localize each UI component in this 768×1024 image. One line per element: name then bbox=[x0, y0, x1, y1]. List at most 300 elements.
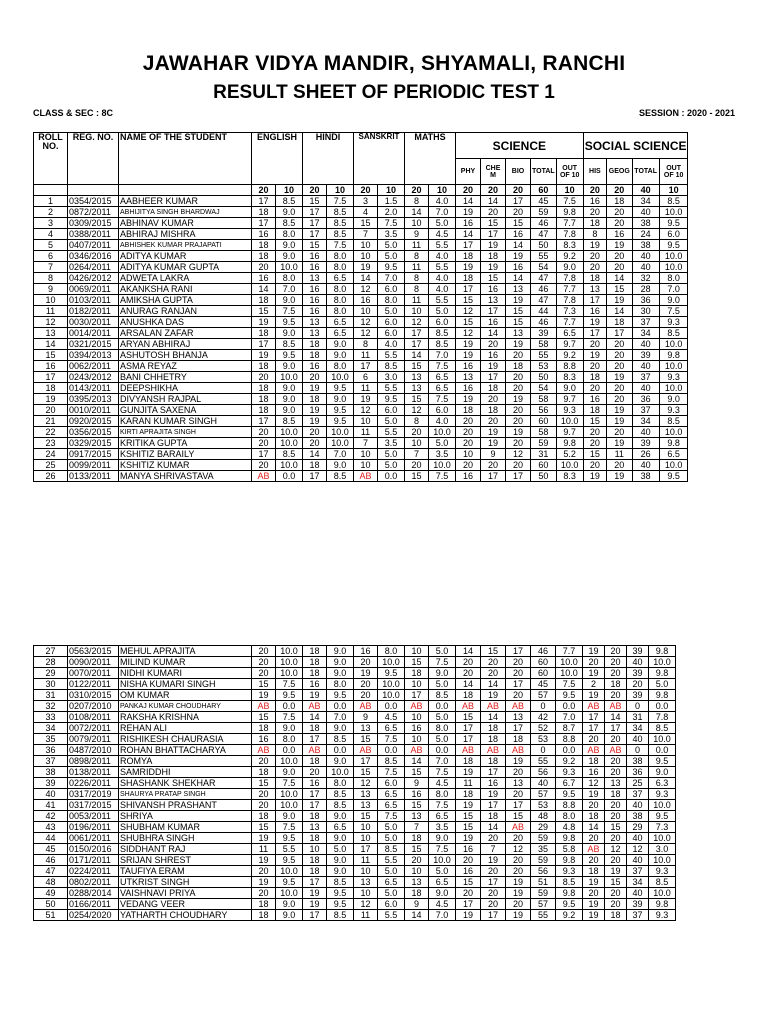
mark-cell: 8.5 bbox=[659, 328, 688, 339]
mark-cell: 4.0 bbox=[378, 339, 405, 350]
mark-cell: 56 bbox=[531, 767, 556, 778]
table-row bbox=[34, 723, 676, 734]
mark-cell: 9.2 bbox=[556, 350, 583, 361]
mark-cell: 7.8 bbox=[556, 229, 583, 240]
mark-cell: 19 bbox=[481, 361, 506, 372]
mark-cell: 19 bbox=[456, 833, 481, 844]
mark-cell: 8.0 bbox=[327, 251, 354, 262]
mark-cell: 9.0 bbox=[327, 460, 354, 471]
mark-cell: 9.2 bbox=[556, 756, 583, 767]
mark-cell: 6.5 bbox=[556, 328, 583, 339]
mark-cell: 5.5 bbox=[429, 240, 456, 251]
student-name-cell: ASMA REYAZ bbox=[119, 361, 252, 372]
mark-cell: 20 bbox=[252, 646, 276, 657]
mark-cell: 16 bbox=[456, 866, 481, 877]
mark-cell: 18 bbox=[252, 811, 276, 822]
roll-cell: 12 bbox=[34, 317, 68, 328]
mark-cell: 11 bbox=[354, 383, 378, 394]
mark-cell: 7.0 bbox=[429, 350, 456, 361]
table-row bbox=[34, 844, 676, 855]
mark-cell: 17 bbox=[303, 207, 327, 218]
roll-cell: 14 bbox=[34, 339, 68, 350]
mark-cell: 9.0 bbox=[276, 899, 303, 910]
mark-cell: 0.0 bbox=[378, 471, 405, 482]
mark-cell: 7.5 bbox=[429, 767, 456, 778]
header-chem: CHE M bbox=[481, 159, 506, 185]
mark-cell: 20 bbox=[252, 789, 276, 800]
mark-cell: 16 bbox=[405, 789, 429, 800]
mark-cell: 9.5 bbox=[378, 262, 405, 273]
roll-cell: 17 bbox=[34, 372, 68, 383]
mark-cell: 24 bbox=[632, 229, 659, 240]
mark-cell: 6.5 bbox=[429, 372, 456, 383]
mark-cell: 18 bbox=[456, 405, 481, 416]
mark-cell: 9 bbox=[405, 899, 429, 910]
mark-cell: 17 bbox=[456, 284, 481, 295]
table-row bbox=[34, 229, 688, 240]
mark-cell: 10 bbox=[405, 218, 429, 229]
student-name-cell: ANURAG RANJAN bbox=[119, 306, 252, 317]
mark-cell: 31 bbox=[531, 449, 557, 460]
mark-cell: 18 bbox=[583, 372, 606, 383]
mark-cell: 18 bbox=[481, 405, 506, 416]
mark-cell: 20 bbox=[605, 899, 627, 910]
mark-cell: AB bbox=[583, 745, 605, 756]
mark-cell: AB bbox=[481, 745, 506, 756]
mark-cell: 60 bbox=[531, 657, 556, 668]
student-name-cell: SRIJAN SHREST bbox=[119, 855, 252, 866]
mark-cell: 45 bbox=[531, 679, 556, 690]
mark-cell: 19 bbox=[456, 394, 481, 405]
mark-cell: 19 bbox=[456, 339, 481, 350]
header-ss-total: TOTAL bbox=[632, 159, 659, 185]
reg-cell: 0099/2011 bbox=[68, 460, 119, 471]
mark-cell: 9.5 bbox=[276, 350, 303, 361]
mark-cell: 18 bbox=[252, 767, 276, 778]
roll-cell: 46 bbox=[34, 855, 68, 866]
mark-cell: 20 bbox=[354, 657, 378, 668]
mark-cell: 46 bbox=[531, 284, 557, 295]
mark-cell: 8.5 bbox=[327, 229, 354, 240]
mark-cell: 50 bbox=[531, 240, 557, 251]
mark-cell: 14 bbox=[405, 756, 429, 767]
mark-cell: 18 bbox=[583, 273, 606, 284]
max-mark-cell: 10 bbox=[378, 185, 405, 196]
mark-cell: 8 bbox=[405, 284, 429, 295]
mark-cell: 19 bbox=[303, 416, 327, 427]
mark-cell: 9.0 bbox=[276, 405, 303, 416]
mark-cell: 17 bbox=[456, 734, 481, 745]
mark-cell: 18 bbox=[481, 811, 506, 822]
mark-cell: 10.0 bbox=[429, 855, 456, 866]
mark-cell: 20 bbox=[605, 668, 627, 679]
mark-cell: 20 bbox=[583, 734, 605, 745]
mark-cell: 9.0 bbox=[327, 646, 354, 657]
mark-cell: 20 bbox=[506, 833, 531, 844]
student-name-cell: KRITIKA GUPTA bbox=[119, 438, 252, 449]
mark-cell: 14 bbox=[456, 646, 481, 657]
mark-cell: 18 bbox=[605, 910, 627, 921]
table-row bbox=[34, 899, 676, 910]
mark-cell: 19 bbox=[252, 317, 276, 328]
mark-cell: 14 bbox=[303, 449, 327, 460]
mark-cell: 20 bbox=[605, 855, 627, 866]
mark-cell: 37 bbox=[627, 866, 649, 877]
mark-cell: 9.8 bbox=[556, 855, 583, 866]
mark-cell: 14 bbox=[481, 679, 506, 690]
mark-cell: 34 bbox=[632, 196, 659, 207]
mark-cell: 5.0 bbox=[429, 218, 456, 229]
mark-cell: 60 bbox=[531, 460, 557, 471]
mark-cell: 9.0 bbox=[276, 240, 303, 251]
mark-cell: 31 bbox=[627, 712, 649, 723]
mark-cell: 9.5 bbox=[276, 855, 303, 866]
student-name-cell: ABHINAV KUMAR bbox=[119, 218, 252, 229]
max-marks-row bbox=[34, 185, 688, 196]
reg-cell: 0407/2011 bbox=[68, 240, 119, 251]
mark-cell: 13 bbox=[405, 877, 429, 888]
mark-cell: 17 bbox=[252, 416, 276, 427]
mark-cell: 15 bbox=[605, 877, 627, 888]
mark-cell: 9.0 bbox=[327, 756, 354, 767]
mark-cell: 19 bbox=[583, 471, 606, 482]
table-row bbox=[34, 449, 688, 460]
mark-cell: 9.0 bbox=[659, 295, 688, 306]
roll-cell: 15 bbox=[34, 350, 68, 361]
mark-cell: 20 bbox=[405, 460, 429, 471]
mark-cell: 20 bbox=[252, 438, 276, 449]
mark-cell: 18 bbox=[583, 756, 605, 767]
mark-cell: 10 bbox=[303, 844, 327, 855]
roll-cell: 33 bbox=[34, 712, 68, 723]
mark-cell: 10 bbox=[354, 251, 378, 262]
mark-cell: 9.5 bbox=[276, 317, 303, 328]
mark-cell: AB bbox=[456, 745, 481, 756]
mark-cell: 20 bbox=[583, 361, 606, 372]
mark-cell: 9.0 bbox=[327, 394, 354, 405]
roll-cell: 31 bbox=[34, 690, 68, 701]
student-name-cell: ADITYA KUMAR bbox=[119, 251, 252, 262]
mark-cell: 19 bbox=[506, 756, 531, 767]
mark-cell: 0 bbox=[531, 745, 556, 756]
mark-cell: 46 bbox=[531, 646, 556, 657]
mark-cell: 5.0 bbox=[378, 449, 405, 460]
roll-cell: 32 bbox=[34, 701, 68, 712]
mark-cell: 20 bbox=[506, 438, 531, 449]
mark-cell: 19 bbox=[506, 427, 531, 438]
mark-cell: 9.7 bbox=[556, 427, 583, 438]
mark-cell: AB bbox=[354, 471, 378, 482]
mark-cell: 53 bbox=[531, 734, 556, 745]
mark-cell: 40 bbox=[632, 427, 659, 438]
mark-cell: 15 bbox=[583, 416, 606, 427]
mark-cell: 17 bbox=[481, 910, 506, 921]
max-mark-cell: 10 bbox=[429, 185, 456, 196]
mark-cell: 9.8 bbox=[556, 438, 583, 449]
mark-cell: 16 bbox=[354, 295, 378, 306]
mark-cell: 9.0 bbox=[327, 668, 354, 679]
max-mark-cell: 20 bbox=[303, 185, 327, 196]
mark-cell: 20 bbox=[583, 855, 605, 866]
header-bio: BIO bbox=[506, 159, 531, 185]
header-hindi: HINDI bbox=[303, 133, 354, 185]
mark-cell: 16 bbox=[303, 295, 327, 306]
reg-cell: 0053/2011 bbox=[68, 811, 119, 822]
mark-cell: 8.8 bbox=[556, 734, 583, 745]
mark-cell: 20 bbox=[583, 460, 606, 471]
mark-cell: 19 bbox=[303, 405, 327, 416]
mark-cell: 10.0 bbox=[556, 657, 583, 668]
table-row bbox=[34, 701, 676, 712]
reg-cell: 0207/2010 bbox=[68, 701, 119, 712]
roll-cell: 7 bbox=[34, 262, 68, 273]
mark-cell: 9.0 bbox=[276, 394, 303, 405]
mark-cell: 8.5 bbox=[659, 416, 688, 427]
mark-cell: 7.5 bbox=[429, 471, 456, 482]
mark-cell: 17 bbox=[607, 328, 632, 339]
mark-cell: 19 bbox=[456, 910, 481, 921]
mark-cell: 20 bbox=[481, 668, 506, 679]
mark-cell: 14 bbox=[456, 229, 481, 240]
mark-cell: 8.8 bbox=[556, 361, 583, 372]
reg-cell: 0288/2014 bbox=[68, 888, 119, 899]
mark-cell: 16 bbox=[456, 383, 481, 394]
mark-cell: 17 bbox=[481, 471, 506, 482]
mark-cell: 18 bbox=[303, 657, 327, 668]
reg-cell: 0108/2011 bbox=[68, 712, 119, 723]
mark-cell: 13 bbox=[506, 712, 531, 723]
mark-cell: 9.3 bbox=[659, 317, 688, 328]
mark-cell: 0.0 bbox=[429, 745, 456, 756]
mark-cell: 5.0 bbox=[429, 679, 456, 690]
mark-cell: 53 bbox=[531, 361, 557, 372]
table-row bbox=[34, 734, 676, 745]
mark-cell: 18 bbox=[303, 646, 327, 657]
mark-cell: 19 bbox=[607, 471, 632, 482]
mark-cell: 47 bbox=[531, 229, 557, 240]
mark-cell: 20 bbox=[354, 679, 378, 690]
mark-cell: 16 bbox=[303, 679, 327, 690]
mark-cell: 10.0 bbox=[327, 427, 354, 438]
max-mark-cell: 10 bbox=[327, 185, 354, 196]
student-name-cell: SIDDHANT RAJ bbox=[119, 844, 252, 855]
mark-cell: 0.0 bbox=[276, 745, 303, 756]
mark-cell: 17 bbox=[354, 844, 378, 855]
mark-cell: 17 bbox=[303, 734, 327, 745]
mark-cell: 58 bbox=[531, 339, 557, 350]
mark-cell: 7.5 bbox=[429, 361, 456, 372]
student-name-cell: RISHIKESH CHAURASIA bbox=[119, 734, 252, 745]
roll-cell: 50 bbox=[34, 899, 68, 910]
mark-cell: 7.5 bbox=[429, 844, 456, 855]
mark-cell: 19 bbox=[583, 789, 605, 800]
mark-cell: 8.5 bbox=[327, 910, 354, 921]
roll-cell: 36 bbox=[34, 745, 68, 756]
mark-cell: 20 bbox=[605, 657, 627, 668]
header-name: NAME OF THE STUDENT bbox=[119, 133, 252, 185]
mark-cell: 19 bbox=[506, 888, 531, 899]
mark-cell: 0.0 bbox=[649, 701, 676, 712]
mark-cell: 14 bbox=[481, 822, 506, 833]
mark-cell: 44 bbox=[531, 306, 557, 317]
student-name-cell: SHRIYA bbox=[119, 811, 252, 822]
mark-cell: 9.5 bbox=[659, 218, 688, 229]
reg-cell: 0010/2011 bbox=[68, 405, 119, 416]
reg-cell: 0487/2010 bbox=[68, 745, 119, 756]
roll-cell: 45 bbox=[34, 844, 68, 855]
mark-cell: 40 bbox=[531, 778, 556, 789]
mark-cell: 9.8 bbox=[556, 888, 583, 899]
table-row bbox=[34, 877, 676, 888]
mark-cell: 54 bbox=[531, 383, 557, 394]
roll-cell: 2 bbox=[34, 207, 68, 218]
mark-cell: 9.5 bbox=[327, 690, 354, 701]
mark-cell: 20 bbox=[481, 416, 506, 427]
mark-cell: 20 bbox=[583, 438, 606, 449]
mark-cell: 9.3 bbox=[556, 866, 583, 877]
mark-cell: 19 bbox=[354, 394, 378, 405]
mark-cell: 11 bbox=[405, 240, 429, 251]
reg-cell: 0069/2011 bbox=[68, 284, 119, 295]
roll-cell: 4 bbox=[34, 229, 68, 240]
roll-cell: 34 bbox=[34, 723, 68, 734]
mark-cell: 0.0 bbox=[276, 471, 303, 482]
mark-cell: 15 bbox=[481, 646, 506, 657]
mark-cell: 12 bbox=[354, 405, 378, 416]
mark-cell: 9.0 bbox=[556, 262, 583, 273]
mark-cell: 15 bbox=[481, 273, 506, 284]
header-ss-out-of-10: OUT OF 10 bbox=[659, 159, 688, 185]
mark-cell: 17 bbox=[506, 800, 531, 811]
mark-cell: 40 bbox=[632, 383, 659, 394]
table-row bbox=[34, 800, 676, 811]
mark-cell: 20 bbox=[605, 833, 627, 844]
mark-cell: 13 bbox=[303, 822, 327, 833]
mark-cell: 9.0 bbox=[276, 723, 303, 734]
mark-cell: 13 bbox=[583, 284, 606, 295]
mark-cell: 17 bbox=[252, 339, 276, 350]
mark-cell: 20 bbox=[607, 207, 632, 218]
mark-cell: 20 bbox=[607, 361, 632, 372]
mark-cell: 18 bbox=[303, 460, 327, 471]
mark-cell: 9 bbox=[481, 449, 506, 460]
mark-cell: AB bbox=[252, 701, 276, 712]
reg-cell: 0264/2011 bbox=[68, 262, 119, 273]
mark-cell: 51 bbox=[531, 877, 556, 888]
mark-cell: 12 bbox=[354, 778, 378, 789]
sheet-title: RESULT SHEET OF PERIODIC TEST 1 bbox=[213, 82, 555, 103]
mark-cell: 6 bbox=[354, 372, 378, 383]
mark-cell: 9.0 bbox=[429, 833, 456, 844]
mark-cell: 10 bbox=[354, 460, 378, 471]
student-name-cell: MILIND KUMAR bbox=[119, 657, 252, 668]
mark-cell: 7.7 bbox=[556, 284, 583, 295]
reg-cell: 0133/2011 bbox=[68, 471, 119, 482]
mark-cell: 17 bbox=[252, 449, 276, 460]
mark-cell: 13 bbox=[303, 317, 327, 328]
mark-cell: 8.0 bbox=[327, 306, 354, 317]
mark-cell: 17 bbox=[583, 328, 606, 339]
mark-cell: 5.5 bbox=[378, 427, 405, 438]
mark-cell: 19 bbox=[354, 668, 378, 679]
student-name-cell: RAKSHA KRISHNA bbox=[119, 712, 252, 723]
mark-cell: 20 bbox=[583, 888, 605, 899]
mark-cell: 9.3 bbox=[649, 789, 676, 800]
roll-cell: 11 bbox=[34, 306, 68, 317]
mark-cell: 9.8 bbox=[649, 646, 676, 657]
mark-cell: 7.3 bbox=[556, 306, 583, 317]
roll-cell: 51 bbox=[34, 910, 68, 921]
mark-cell: 7.5 bbox=[378, 767, 405, 778]
mark-cell: 0.0 bbox=[429, 701, 456, 712]
mark-cell: 57 bbox=[531, 899, 556, 910]
mark-cell: 55 bbox=[531, 756, 556, 767]
mark-cell: 20 bbox=[456, 460, 481, 471]
school-name: JAWAHAR VIDYA MANDIR, SHYAMALI, RANCHI bbox=[142, 52, 626, 75]
mark-cell: 28 bbox=[632, 284, 659, 295]
mark-cell: AB bbox=[605, 745, 627, 756]
reg-cell: 0310/2015 bbox=[68, 690, 119, 701]
mark-cell: 42 bbox=[531, 712, 556, 723]
mark-cell: 19 bbox=[252, 855, 276, 866]
mark-cell: 18 bbox=[605, 789, 627, 800]
mark-cell: 8.5 bbox=[327, 734, 354, 745]
mark-cell: 7.7 bbox=[556, 646, 583, 657]
mark-cell: 20 bbox=[506, 789, 531, 800]
mark-cell: 12 bbox=[583, 778, 605, 789]
mark-cell: 19 bbox=[481, 690, 506, 701]
mark-cell: 40 bbox=[632, 262, 659, 273]
mark-cell: 58 bbox=[531, 427, 557, 438]
mark-cell: 20 bbox=[583, 427, 606, 438]
student-name-cell: SAMRIDDHI bbox=[119, 767, 252, 778]
mark-cell: 0.0 bbox=[378, 701, 405, 712]
mark-cell: 15 bbox=[506, 811, 531, 822]
reg-cell: 0917/2015 bbox=[68, 449, 119, 460]
roll-cell: 8 bbox=[34, 273, 68, 284]
student-name-cell: ARYAN ABHIRAJ bbox=[119, 339, 252, 350]
mark-cell: 9.8 bbox=[659, 438, 688, 449]
mark-cell: 19 bbox=[481, 855, 506, 866]
mark-cell: 8.3 bbox=[556, 240, 583, 251]
mark-cell: 6.0 bbox=[378, 405, 405, 416]
mark-cell: 18 bbox=[456, 273, 481, 284]
mark-cell: AB bbox=[252, 745, 276, 756]
mark-cell: 10.0 bbox=[276, 756, 303, 767]
reg-cell: 0563/2015 bbox=[68, 646, 119, 657]
mark-cell: 6.0 bbox=[378, 317, 405, 328]
mark-cell: 9.5 bbox=[649, 756, 676, 767]
table-row bbox=[34, 207, 688, 218]
mark-cell: 9.5 bbox=[327, 888, 354, 899]
mark-cell: 8.3 bbox=[556, 471, 583, 482]
mark-cell: 6.0 bbox=[378, 899, 405, 910]
mark-cell: 17 bbox=[481, 372, 506, 383]
mark-cell: 54 bbox=[531, 262, 557, 273]
header-sci-out-of-10: OUT OF 10 bbox=[556, 159, 583, 185]
mark-cell: 15 bbox=[456, 317, 481, 328]
student-name-cell: NISHA KUMARI SINGH bbox=[119, 679, 252, 690]
mark-cell: 10.0 bbox=[659, 460, 688, 471]
reg-cell: 0395/2013 bbox=[68, 394, 119, 405]
student-name-cell: ABHIJITYA SINGH BHARDWAJ bbox=[119, 207, 252, 218]
mark-cell: 8.5 bbox=[378, 844, 405, 855]
mark-cell: 59 bbox=[531, 833, 556, 844]
mark-cell: 6.5 bbox=[378, 877, 405, 888]
mark-cell: 10.0 bbox=[276, 438, 303, 449]
student-name-cell: SHASHANK SHEKHAR bbox=[119, 778, 252, 789]
mark-cell: 15 bbox=[607, 284, 632, 295]
